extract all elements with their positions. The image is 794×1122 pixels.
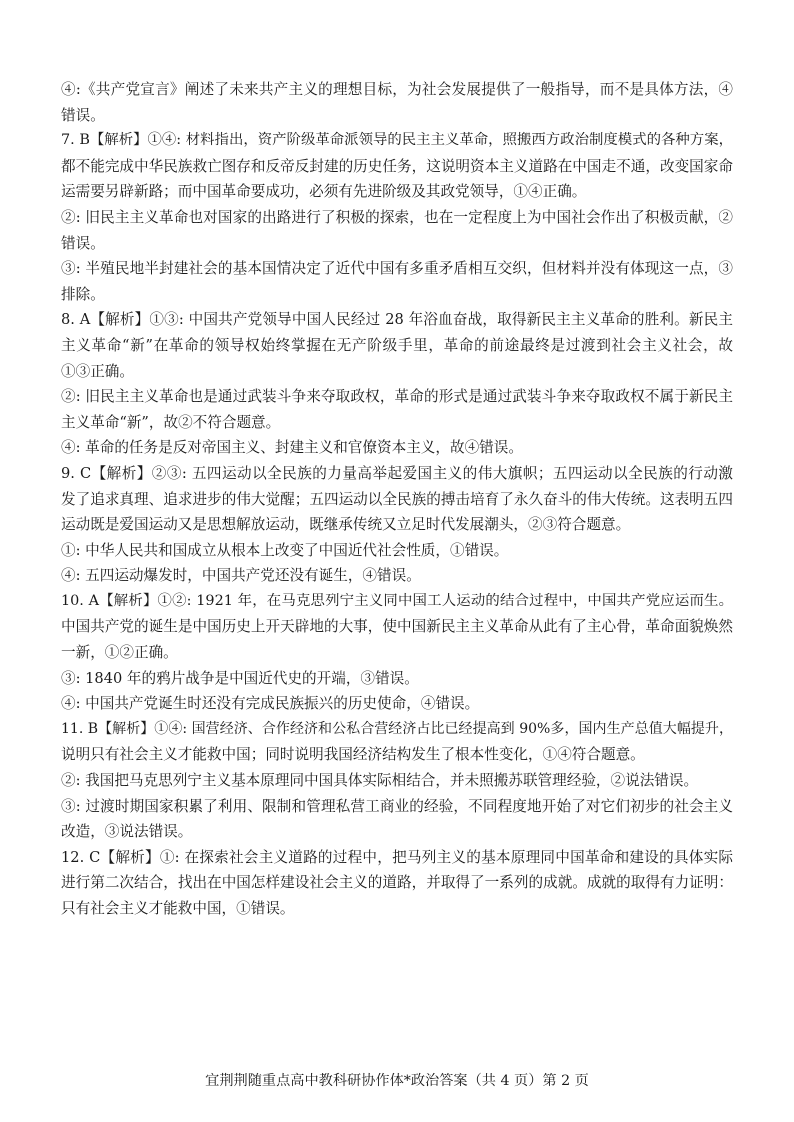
text-line: 主义革命“新”在革命的领导权始终掌握在无产阶级手里，革命的前途最终是过渡到社会主义社会，故 — [61, 336, 733, 354]
text-line: 发了追求真理、追求进步的伟大觉醒；五四运动以全民族的搏击培育了永久奋斗的伟大传统。这表明五四 — [61, 490, 733, 508]
text-line: 11. B【解析】①④: 国营经济、合作经济和公私合营经济占比已经提高到 90%多，国内生产总值大幅提升， — [61, 720, 733, 737]
text-line: 进行第二次结合，找出在中国怎样建设社会主义的道路，并取得了一系列的成就。成就的取得有力证明： — [61, 874, 733, 892]
text-line: 10. A【解析】①②: 1921 年，在马克思列宁主义同中国工人运动的结合过程中，中国共产党应运而生。 — [61, 592, 733, 609]
text-line: 9. C【解析】②③: 五四运动以全民族的力量高举起爱国主义的伟大旗帜；五四运动以全民族的行动激 — [61, 464, 733, 482]
text-line: ④: 五四运动爆发时，中国共产党还没有诞生，④错误。 — [61, 567, 421, 585]
text-line: ③: 过渡时期国家积累了利用、限制和管理私营工商业的经验，不同程度地开始了对它们初步的社会主义 — [61, 797, 733, 815]
answer-body — [61, 77, 733, 922]
text-line: 一新，①②正确。 — [61, 644, 178, 662]
text-line: ①: 中华人民共和国成立从根本上改变了中国近代社会性质，①错误。 — [61, 541, 509, 559]
text-line: ④: 中国共产党诞生时还没有完成民族振兴的历史使命，④错误。 — [61, 695, 480, 713]
text-line: 中国共产党的诞生是中国历史上开天辟地的大事，使中国新民主主义革命从此有了主心骨，革命面貌焕然 — [61, 618, 733, 636]
text-line: ②: 旧民主主义革命也是通过武装斗争来夺取政权，革命的形式是通过武装斗争来夺取政权不属于新民主 — [61, 388, 733, 406]
text-line: 错误。 — [61, 234, 105, 252]
text-line: 主义革命“新”，故②不符合题意。 — [61, 413, 281, 431]
text-line: ①③正确。 — [61, 362, 134, 380]
text-line: 12. C【解析】①: 在探索社会主义道路的过程中，把马列主义的基本原理同中国革命和建设的具体实际 — [61, 848, 733, 866]
text-line: ④: 革命的任务是反对帝国主义、封建主义和官僚资本主义，故④错误。 — [61, 439, 523, 457]
text-line: 7. B【解析】①④: 材料指出，资产阶级革命派领导的民主主义革命，照搬西方政治制度模式的各种方案， — [61, 132, 733, 149]
text-line: 排除。 — [61, 285, 105, 303]
text-line: ②: 旧民主主义革命也对国家的出路进行了积极的探索，也在一定程度上为中国社会作出了积极贡献，② — [61, 208, 733, 226]
text-line: 只有社会主义才能救中国，①错误。 — [61, 900, 295, 917]
text-line: ③: 半殖民地半封建社会的基本国情决定了近代中国有多重矛盾相互交织，但材料并没有体现这一点，③ — [61, 260, 733, 278]
text-line: 运需要另辟新路；而中国革命要成功，必须有先进阶级及其政党领导，①④正确。 — [61, 183, 587, 201]
text-line: 错误。 — [61, 106, 105, 124]
page-footer: 宜荆荆随重点高中教科研协作体*政治答案（共 4 页）第 2 页 — [205, 1073, 589, 1089]
text-line: 说明只有社会主义才能救中国；同时说明我国经济结构发生了根本性变化，①④符合题意。 — [61, 746, 645, 764]
text-line: 都不能完成中华民族救亡图存和反帝反封建的历史任务，这说明资本主义道路在中国走不通，改变国家命 — [61, 157, 733, 175]
text-line: 运动既是爱国运动又是思想解放运动，既继承传统又立足时代发展潮头，②③符合题意。 — [61, 516, 631, 534]
text-line: ③: 1840 年的鸦片战争是中国近代史的开端，③错误。 — [61, 669, 419, 687]
text-line: ④:《共产党宣言》阐述了未来共产主义的理想目标，为社会发展提供了一般指导，而不是具体方法，④ — [61, 81, 733, 98]
text-line: 8. A【解析】①③: 中国共产党领导中国人民经过 28 年浴血奋战，取得新民主主义革命的胜利。新民主 — [61, 311, 733, 329]
text-line: ②: 我国把马克思列宁主义基本原理同中国具体实际相结合，并未照搬苏联管理经验，②说法错误。 — [61, 772, 699, 790]
text-line: 改造，③说法错误。 — [61, 823, 193, 841]
